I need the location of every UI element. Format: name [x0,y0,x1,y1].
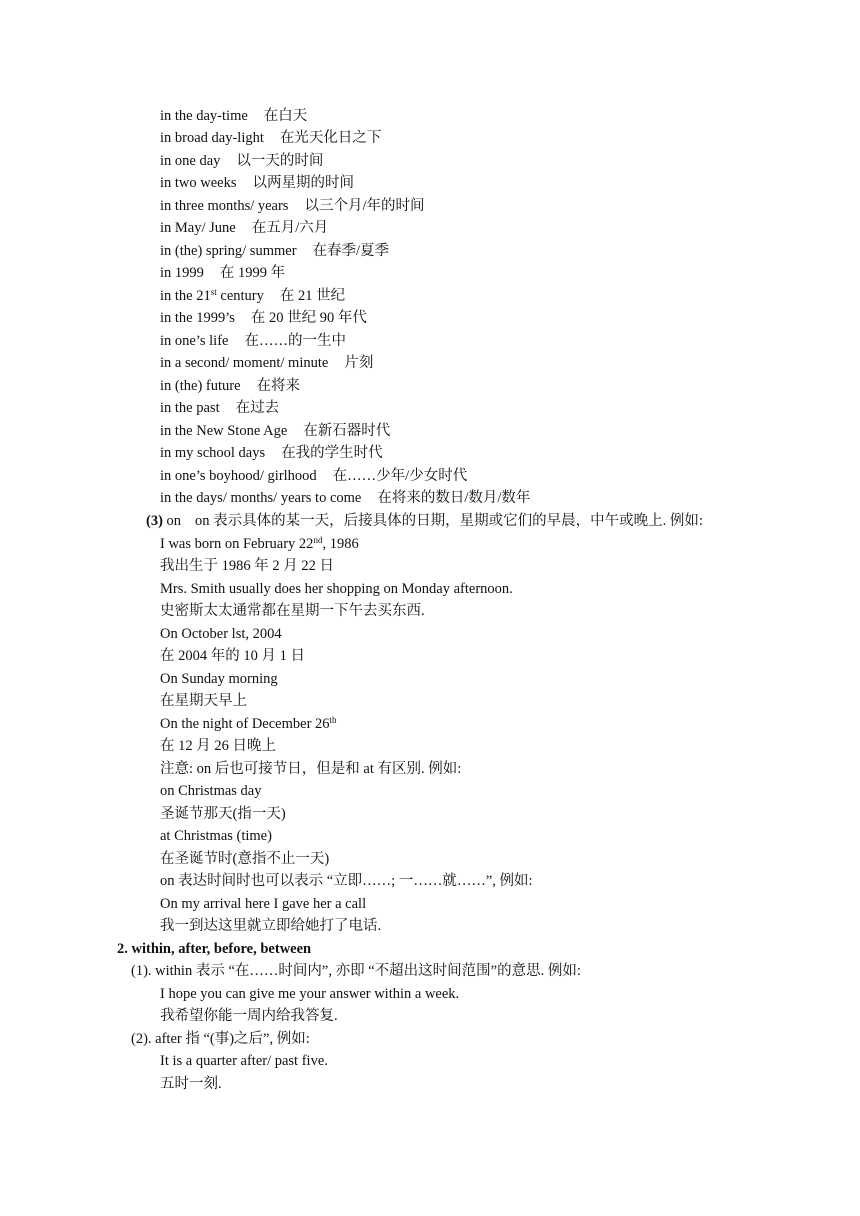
example-text: I was born on February 22 [160,536,314,552]
phrase-zh: 以三个月/年的时间 [304,198,425,214]
example-zh: 在星期天早上 [160,693,247,709]
phrase-en: in three months/ years [160,198,289,214]
phrase-line [160,487,530,509]
phrase-zh: 在 20 世纪 90 年代 [250,310,367,326]
example-zh: 圣诞节那天(指一天) [160,806,286,822]
example-zh: 五时一刻. [160,1076,222,1092]
phrase-line [160,375,300,397]
phrase-zh: 在五月/六月 [251,220,329,236]
subsection-description: (2). after 指 “(事)之后”, 例如: [131,1031,310,1047]
example-zh: 在圣诞节时(意指不止一天) [160,851,330,867]
phrase-en: in a second/ moment/ minute [160,355,329,371]
phrase-zh: 在春季/夏季 [312,243,390,259]
ordinal-suffix: st [210,287,217,297]
phrase-line [160,240,389,262]
example-text: On the night of December 26 [160,716,330,732]
phrase-line [160,127,381,149]
phrase-en: in (the) spring/ summer [160,243,297,259]
phrase-en: century [216,288,264,304]
example-text: , 1986 [322,536,359,552]
phrase-zh: 在我的学生时代 [281,445,383,461]
phrase-line [160,285,345,307]
phrase-line [160,397,279,419]
phrase-line [160,172,354,194]
example-en: Mrs. Smith usually does her shopping on Monday afternoon. [160,581,513,597]
subsection-description: (1). within 表示 “在……时间内”, 亦即 “不超出这时间范围”的意思. 例如: [131,963,581,979]
phrase-line [160,352,373,374]
phrase-en: in 1999 [160,265,204,281]
phrase-en: in one’s boyhood/ girlhood [160,468,317,484]
phrase-en: in the 21 [160,288,211,304]
phrase-zh: 以一天的时间 [236,153,324,169]
example-zh: 史密斯太太通常都在星期一下午去买东西. [160,603,425,619]
phrase-en: in my school days [160,445,266,461]
section-description: on 表示具体的某一天，后接具体的日期，星期或它们的早晨，中午或晚上. 例如: [195,513,703,529]
phrase-zh: 在光天化日之下 [279,130,382,146]
example-en: On my arrival here I gave her a call [160,896,367,912]
phrase-zh: 在 1999 年 [219,265,286,281]
phrase-zh: 在……的一生中 [244,333,346,349]
note-text: on 表达时间时也可以表示 “立即……; 一……就……”, 例如: [160,873,533,889]
phrase-en: in two weeks [160,175,237,191]
phrase-line [160,150,323,172]
section-heading: 2. within, after, before, between [117,941,312,957]
phrase-line [160,195,425,217]
phrase-line [160,420,390,442]
phrase-zh: 片刻 [344,355,374,371]
phrase-zh: 在过去 [235,400,280,416]
phrase-zh: 在将来 [256,378,301,394]
phrase-zh: 在新石器时代 [303,423,391,439]
phrase-en: in May/ June [160,220,236,236]
phrase-zh: 在将来的数日/数月/数年 [377,490,531,506]
ordinal-suffix: th [329,715,337,725]
example-en: On October lst, 2004 [160,626,282,642]
phrase-line [160,465,467,487]
section-keyword: on [162,513,182,529]
phrase-en: in the past [160,400,220,416]
example-en: at Christmas (time) [160,828,272,844]
phrase-en: in one day [160,153,221,169]
example-en [160,533,359,555]
example-en: on Christmas day [160,783,262,799]
on-section-heading [146,510,703,532]
phrase-zh: 在 21 世纪 [279,288,346,304]
phrase-en: in broad day-light [160,130,264,146]
phrase-en: in the day-time [160,108,248,124]
example-zh: 我希望你能一周内给我答复. [160,1008,338,1024]
section-number: (3) [146,513,163,529]
phrase-line [160,307,367,329]
note-text: 注意: on 后也可接节日，但是和 at 有区别. 例如: [160,761,462,777]
phrase-zh: 在……少年/少女时代 [332,468,468,484]
phrase-en: in (the) future [160,378,241,394]
phrase-en: in the New Stone Age [160,423,288,439]
example-en: I hope you can give me your answer within a week. [160,986,460,1002]
example-en: It is a quarter after/ past five. [160,1053,328,1069]
phrase-line [160,262,285,284]
example-zh: 我一到达这里就立即给她打了电话. [160,918,382,934]
phrase-line [160,442,383,464]
ordinal-suffix: nd [313,535,323,545]
phrase-en: in the days/ months/ years to come [160,490,362,506]
example-zh: 在 12 月 26 日晚上 [160,738,276,754]
example-en [160,713,337,735]
example-zh: 在 2004 年的 10 月 1 日 [160,648,305,664]
phrase-line [160,330,346,352]
phrase-line [160,217,328,239]
phrase-zh: 在白天 [263,108,308,124]
phrase-line [160,105,307,127]
phrase-zh: 以两星期的时间 [252,175,355,191]
example-zh: 我出生于 1986 年 2 月 22 日 [160,558,334,574]
phrase-en: in the 1999’s [160,310,235,326]
phrase-en: in one’s life [160,333,229,349]
example-en: On Sunday morning [160,671,278,687]
